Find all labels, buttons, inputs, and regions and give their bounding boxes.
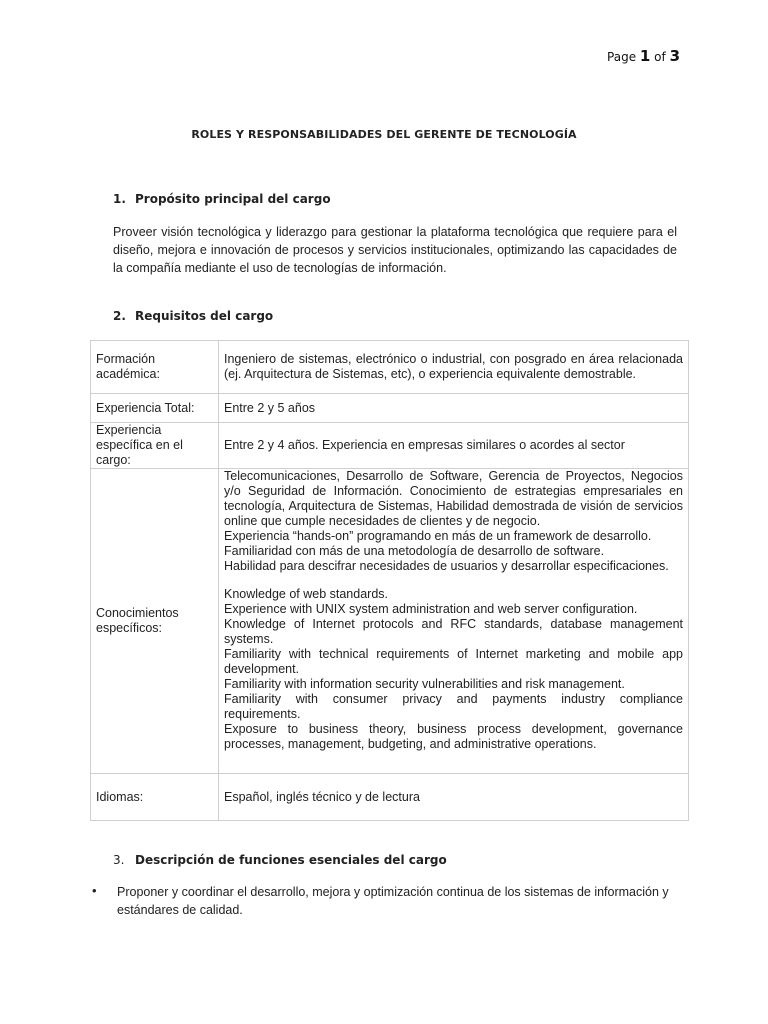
page-current: 1 (639, 47, 651, 65)
knowledge-line: Exposure to business theory, business process development, governance processes, management, budgeting, and administrative operations. (224, 722, 683, 751)
section-2-title: Requisitos del cargo (135, 309, 274, 323)
page-of: of (650, 50, 670, 64)
row-value: Español, inglés técnico y de lectura (219, 774, 689, 821)
knowledge-line: Familiaridad con más de una metodología de desarrollo de software. (224, 544, 605, 558)
row-label: Formación académica: (91, 341, 219, 394)
section-1-number: 1. (113, 192, 126, 206)
knowledge-line: Experiencia “hands-on” programando en más de un framework de desarrollo. (224, 529, 652, 543)
page-number (607, 47, 680, 65)
knowledge-line: Familiarity with consumer privacy and payments industry compliance requirements. (224, 692, 683, 721)
page-prefix: Page (607, 50, 640, 64)
knowledge-line: Knowledge of web standards. (224, 587, 388, 601)
row-label: Conocimientos específicos: (91, 469, 219, 774)
knowledge-line: Familiarity with information security vulnerabilities and risk management. (224, 677, 625, 691)
section-1-body: Proveer visión tecnológica y liderazgo para gestionar la plataforma tecnológica que requiere para el diseño, mejora e innovación de procesos y servicios institucionales, optimizando las capacidades de la compañía mediante el uso de tecnologías de información. (113, 225, 677, 275)
table-row (91, 469, 689, 774)
bullet-icon: • (92, 883, 97, 898)
knowledge-line: Habilidad para descifrar necesidades de usuarios y desarrollar especificaciones. (224, 559, 669, 573)
knowledge-line: Knowledge of Internet protocols and RFC standards, database management systems. (224, 617, 683, 646)
list-item: Proponer y coordinar el desarrollo, mejora y optimización continua de los sistemas de información y estándares de calidad. (117, 885, 669, 917)
row-value: Ingeniero de sistemas, electrónico o industrial, con posgrado en área relacionada (ej. Arquitectura de Sistemas, etc), o experiencia equivalente demostrable. (219, 341, 689, 394)
knowledge-line: Experience with UNIX system administration and web server configuration. (224, 602, 638, 616)
knowledge-line: Telecomunicaciones, Desarrollo de Software, Gerencia de Proyectos, Negocios y/o Seguridad de Información. Conocimiento de estrategias empresariales en tecnología, Arquitectura de Sistemas, Habilidad demostrada de visión de servicios online que cumple necesidades de clientes y de negocio. (224, 469, 683, 528)
table-row (91, 394, 689, 423)
table-row (91, 774, 689, 821)
row-label: Experiencia Total: (91, 394, 219, 423)
section-3-number: 3. (113, 853, 125, 867)
row-label: Idiomas: (91, 774, 219, 821)
section-2-number: 2. (113, 309, 126, 323)
section-1-heading (113, 192, 331, 206)
document-title: ROLES Y RESPONSABILIDADES DEL GERENTE DE TECNOLOGÍA (191, 128, 577, 141)
row-value: Entre 2 y 5 años (219, 394, 689, 423)
table-row (91, 423, 689, 469)
conocimientos-value (219, 469, 689, 774)
spacer (224, 574, 683, 587)
row-label: Experiencia específica en el cargo: (91, 423, 219, 469)
page-total: 3 (669, 47, 680, 65)
section-2-heading (113, 309, 273, 323)
requirements-table (90, 340, 689, 821)
section-1-title: Propósito principal del cargo (135, 192, 331, 206)
knowledge-line: Familiarity with technical requirements of Internet marketing and mobile app development. (224, 647, 683, 676)
section-3-heading (113, 853, 447, 867)
table-row (91, 341, 689, 394)
row-value: Entre 2 y 4 años. Experiencia en empresas similares o acordes al sector (219, 423, 689, 469)
section-3-title: Descripción de funciones esenciales del cargo (135, 853, 447, 867)
